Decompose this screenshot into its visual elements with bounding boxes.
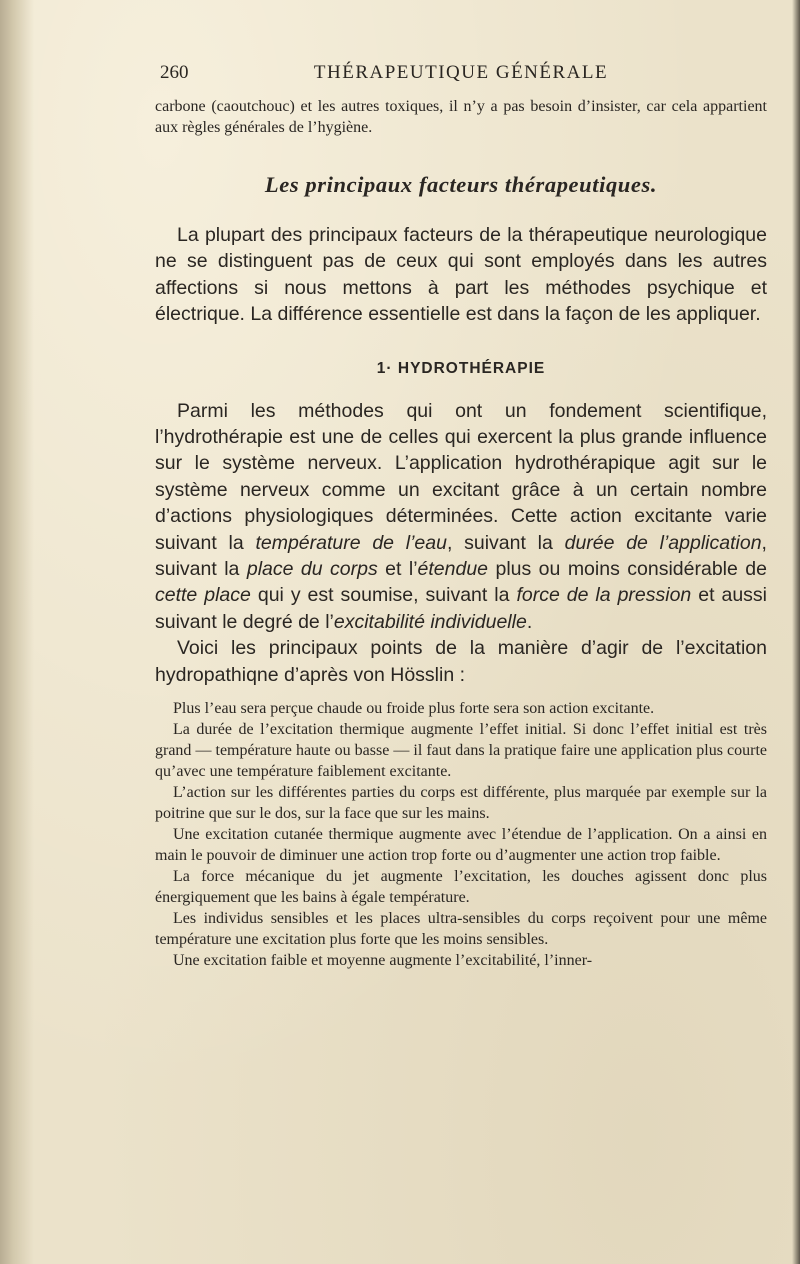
page-content	[155, 58, 767, 971]
running-header	[155, 58, 767, 92]
text-run: , suivant la	[155, 531, 767, 581]
list-item: La force mécanique du jet augmente l’excitation, les douches agissent donc plus énergiquement que les bains à égale température.	[155, 868, 767, 907]
emphasis-body-place: place du corps	[246, 558, 378, 581]
emphasis-temperature: température de l’eau	[255, 531, 447, 554]
points-intro-paragraph: Voici les principaux points de la manière d’agir de l’excitation hydropathiqne d’après von Hösslin :	[155, 637, 767, 686]
intro-paragraph: carbone (caoutchouc) et les autres toxiques, il n’y a pas besoin d’insister, car cela appartient aux règles générales de l’hygiène.	[155, 98, 767, 136]
text-run: plus ou moins considérable de	[488, 558, 767, 581]
binding-shadow	[0, 0, 34, 1264]
list-item: Une excitation cutanée thermique augmente avec l’étendue de l’application. On a ainsi en main le pouvoir de diminuer une action trop forte ou d’augmenter une action trop faible.	[155, 826, 767, 865]
text-run: .	[526, 610, 533, 633]
text-run: et l’	[377, 558, 418, 581]
running-title: THÉRAPEUTIQUE GÉNÉRALE	[313, 62, 609, 83]
section-heading: Les principaux facteurs thérapeutiques.	[264, 172, 658, 197]
text-run: , suivant la	[446, 531, 565, 554]
emphasis-excitability: excitabilité individuelle	[333, 610, 527, 633]
page-number: 260	[160, 62, 189, 83]
section-paragraph: La plupart des principaux facteurs de la thérapeutique neurologique ne se distinguent pas de ceux qui sont employés dans les autres affections si nous mettons à part les méthodes psychique et électrique. La différence essentielle est dans la façon de les appliquer.	[155, 224, 767, 326]
emphasis-extent: étendue	[417, 558, 489, 581]
list-item: Une excitation faible et moyenne augmente l’excitabilité, l’inner-	[173, 952, 593, 970]
hydrotherapy-paragraph	[155, 398, 767, 636]
subsection-heading: 1· HYDROTHÉRAPIE	[376, 359, 546, 377]
text-run: et aussi suivant le degré de l’	[155, 584, 768, 633]
list-item: Plus l’eau sera perçue chaude ou froide plus forte sera son action excitante.	[173, 700, 655, 718]
list-item: L’action sur les différentes parties du corps est différente, plus marquée par exemple sur la poitrine que sur le dos, sur la face que sur les mains.	[155, 784, 767, 823]
list-item: La durée de l’excitation thermique augmente l’effet initial. Si donc l’effet initial est très grand — température haute ou basse — il faut dans la pratique faire une application plus courte qu’avec une température faiblement excitante.	[155, 721, 767, 781]
page-edge-shadow	[792, 0, 800, 1264]
text-run: Parmi les méthodes qui ont un fondement scientifique, l’hydrothérapie est une de celles qui exercent la plus grande influence sur le système nerveux. L’application hydrothérapique agit sur le système nerveux comme un excitant grâce à un certain nombre d’actions physiologiques déterminées. Cette action excitante varie suivant la	[155, 399, 767, 554]
emphasis-duration: durée de l’application	[564, 531, 762, 554]
points-list	[155, 698, 767, 971]
text-run: qui y est soumise, suivant la	[250, 584, 517, 607]
list-item: Les individus sensibles et les places ultra-sensibles du corps reçoivent pour une même température une excitation plus forte que les moins sensibles.	[155, 910, 767, 949]
emphasis-pressure: force de la pression	[516, 584, 692, 607]
emphasis-this-place: cette place	[155, 584, 251, 607]
